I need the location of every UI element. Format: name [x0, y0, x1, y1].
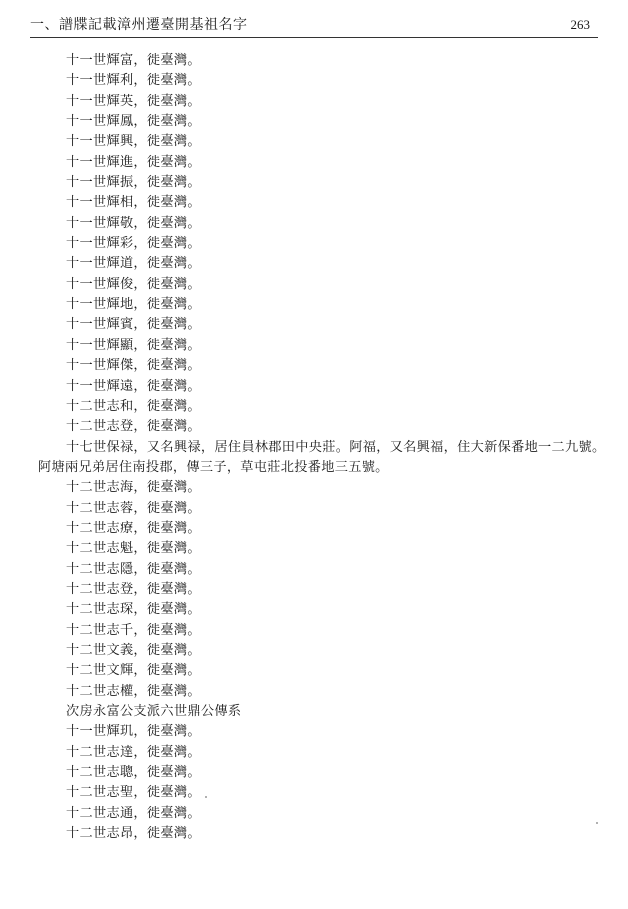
text-line: 十二世文輝，徙臺灣。	[66, 663, 201, 679]
text-line: 十一世輝賓，徙臺灣。	[66, 317, 201, 333]
text-line: 十二世志登，徙臺灣。	[66, 419, 201, 435]
text-line: 十二世志達，徙臺灣。	[66, 744, 201, 760]
scan-speck	[205, 796, 207, 798]
text-line: 十一世輝道，徙臺灣。	[66, 256, 201, 272]
text-line: 十一世輝俊，徙臺灣。	[66, 276, 201, 292]
body-text	[38, 51, 606, 844]
text-line: 十一世輝富，徙臺灣。	[66, 53, 201, 68]
text-line: 十二世志聖，徙臺灣。	[66, 785, 201, 801]
text-line: 十二世志千，徙臺灣。	[66, 622, 201, 638]
scan-speck	[596, 822, 598, 824]
text-line-continuation: 阿塘兩兄弟居住南投郡，傳三子，草屯莊北投番地三五號。	[38, 459, 389, 475]
text-line: 十二世志琛，徙臺灣。	[66, 602, 201, 618]
text-line: 十一世輝彩，徙臺灣。	[66, 236, 201, 252]
text-line: 十七世保禄，又名興禄，居住員林郡田中央莊。阿福，又名興福，住大新保番地一二九號。	[66, 439, 606, 455]
text-line: 十一世輝玑，徙臺灣。	[66, 724, 201, 740]
running-header	[30, 15, 598, 38]
text-line: 十一世輝英，徙臺灣。	[66, 93, 201, 109]
text-line: 次房永富公支派六世鼎公傳系	[66, 704, 242, 719]
text-line: 十一世輝振，徙臺灣。	[66, 175, 201, 191]
text-line: 十二世志聰，徙臺灣。	[66, 765, 201, 781]
text-line: 十一世輝相，徙臺灣。	[66, 195, 201, 211]
text-line: 十二世志海，徙臺灣。	[66, 480, 201, 496]
text-line: 十二世志登，徙臺灣。	[66, 581, 201, 597]
text-line: 十二世志權，徙臺灣。	[66, 683, 201, 699]
text-line: 十二世志昂，徙臺灣。	[66, 826, 201, 842]
text-line: 十一世輝遠，徙臺灣。	[66, 378, 201, 394]
text-line: 十一世輝利，徙臺灣。	[66, 73, 201, 89]
text-line: 十二世志魁，徙臺灣。	[66, 541, 201, 557]
text-line: 十二世志通，徙臺灣。	[66, 805, 201, 821]
page-number: 263	[570, 17, 590, 32]
text-line: 十二世志和，徙臺灣。	[66, 398, 201, 414]
text-line: 十二世志蓉，徙臺灣。	[66, 500, 201, 516]
text-line: 十一世輝進，徙臺灣。	[66, 154, 201, 170]
text-line: 十一世輝地，徙臺灣。	[66, 297, 201, 313]
text-line: 十一世輝顯，徙臺灣。	[66, 337, 201, 353]
text-line: 十一世輝鳳，徙臺灣。	[66, 114, 201, 130]
text-line: 十一世輝傑，徙臺灣。	[66, 358, 201, 374]
header-title: 一、譜牒記載漳州遷臺開基祖名字	[30, 17, 248, 33]
text-line: 十二世文義，徙臺灣。	[66, 642, 201, 658]
text-line: 十二世志隱，徙臺灣。	[66, 561, 201, 577]
text-line: 十二世志療，徙臺灣。	[66, 520, 201, 536]
text-line: 十一世輝興，徙臺灣。	[66, 134, 201, 150]
text-line: 十一世輝敬，徙臺灣。	[66, 215, 201, 231]
